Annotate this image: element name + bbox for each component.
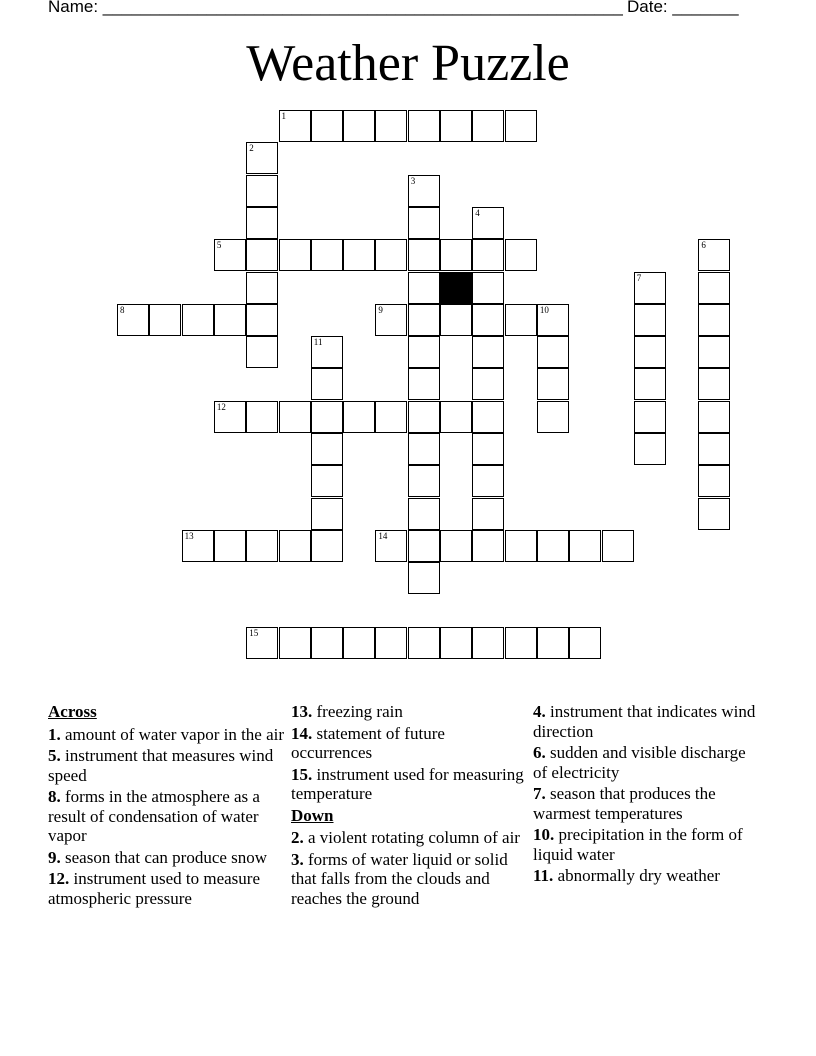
clue-down-2: 2. a violent rotating column of air xyxy=(291,828,520,847)
clue-number: 7 xyxy=(636,272,642,283)
grid-cell[interactable] xyxy=(311,239,343,271)
clue-down-3: 3. forms of water liquid or solid that falls from the clouds and reaches the ground xyxy=(291,849,508,908)
grid-cell[interactable] xyxy=(440,304,472,336)
grid-cell[interactable] xyxy=(279,110,311,142)
clue-number: 12 xyxy=(216,401,226,412)
grid-cell[interactable] xyxy=(408,530,440,562)
clue-across-5: 5. instrument that measures wind speed xyxy=(48,746,274,785)
grid-cell[interactable] xyxy=(408,304,440,336)
clue-number: 8 xyxy=(120,304,125,315)
grid-cell[interactable] xyxy=(408,562,440,594)
grid-cell[interactable] xyxy=(698,498,730,530)
clue-column-3 xyxy=(533,702,763,888)
clue-across-12: 12. instrument used to measure atmospheric pressure xyxy=(48,869,260,908)
grid-cell[interactable] xyxy=(408,272,440,304)
grid-cell[interactable] xyxy=(375,239,407,271)
grid-cell[interactable] xyxy=(343,239,375,271)
grid-cell[interactable] xyxy=(214,530,246,562)
grid-cell[interactable] xyxy=(440,110,472,142)
grid-cell[interactable] xyxy=(311,110,343,142)
grid-cell[interactable] xyxy=(343,627,375,659)
clue-across-14: 14. statement of future occurrences xyxy=(291,723,445,762)
black-cell xyxy=(440,272,472,304)
clue-across-8: 8. forms in the atmosphere as a result of condensation of water vapor xyxy=(48,787,260,845)
grid-cell[interactable] xyxy=(375,110,407,142)
grid-cell[interactable] xyxy=(408,368,440,400)
grid-cell[interactable] xyxy=(311,401,343,433)
grid-cell[interactable] xyxy=(149,304,181,336)
clue-down-10: 10. precipitation in the form of liquid water xyxy=(533,825,743,864)
grid-cell[interactable] xyxy=(343,110,375,142)
grid-cell[interactable] xyxy=(311,627,343,659)
clue-column-1 xyxy=(48,702,288,910)
grid-cell[interactable] xyxy=(505,239,537,271)
grid-cell[interactable] xyxy=(505,110,537,142)
grid-cell[interactable] xyxy=(505,530,537,562)
grid-cell[interactable] xyxy=(311,368,343,400)
grid-cell[interactable] xyxy=(505,304,537,336)
clue-down-6: 6. sudden and visible discharge of electricity xyxy=(533,743,746,782)
grid-cell[interactable] xyxy=(537,530,569,562)
grid-cell[interactable] xyxy=(408,336,440,368)
grid-cell[interactable] xyxy=(472,110,504,142)
clue-across-1: 1. amount of water vapor in the air xyxy=(48,724,285,744)
grid-cell[interactable] xyxy=(472,530,504,562)
page-title: Weather Puzzle xyxy=(246,35,570,92)
clue-down-7: 7. season that produces the warmest temperatures xyxy=(533,784,716,823)
grid-cell[interactable] xyxy=(408,433,440,465)
grid-cell[interactable] xyxy=(505,627,537,659)
grid-cell[interactable] xyxy=(117,304,149,336)
grid-cell[interactable] xyxy=(246,207,278,239)
grid-cell[interactable] xyxy=(472,627,504,659)
clue-number: 15 xyxy=(249,627,259,638)
grid-cell[interactable] xyxy=(698,272,730,304)
clue-number: 11 xyxy=(313,337,323,348)
grid-cell[interactable] xyxy=(472,401,504,433)
grid-cell[interactable] xyxy=(440,401,472,433)
grid-cell[interactable] xyxy=(246,175,278,207)
clue-across-15: 15. instrument used for measuring temperature xyxy=(291,764,524,803)
clue-number: 14 xyxy=(378,530,388,541)
grid-cell[interactable] xyxy=(569,627,601,659)
grid-cell[interactable] xyxy=(246,336,278,368)
grid-cell[interactable] xyxy=(279,239,311,271)
grid-cell[interactable] xyxy=(698,401,730,433)
grid-cell[interactable] xyxy=(472,498,504,530)
grid-cell[interactable] xyxy=(246,304,278,336)
grid-cell[interactable] xyxy=(311,498,343,530)
clue-number: 4 xyxy=(475,207,480,218)
grid-cell[interactable] xyxy=(472,336,504,368)
grid-cell[interactable] xyxy=(182,304,214,336)
grid-cell[interactable] xyxy=(602,530,634,562)
grid-cell[interactable] xyxy=(246,142,278,174)
across-heading: Across xyxy=(48,702,97,721)
down-heading: Down xyxy=(291,805,334,825)
grid-cell[interactable] xyxy=(246,239,278,271)
grid-cell[interactable] xyxy=(472,304,504,336)
grid-cell[interactable] xyxy=(375,627,407,659)
grid-cell[interactable] xyxy=(472,465,504,497)
grid-cell[interactable] xyxy=(279,530,311,562)
grid-cell[interactable] xyxy=(311,433,343,465)
clue-number: 10 xyxy=(539,304,549,315)
grid-cell[interactable] xyxy=(214,401,246,433)
grid-cell[interactable] xyxy=(634,304,666,336)
grid-cell[interactable] xyxy=(537,368,569,400)
clue-number: 6 xyxy=(701,240,706,251)
grid-cell[interactable] xyxy=(472,272,504,304)
clue-number: 3 xyxy=(410,175,416,186)
grid-cell[interactable] xyxy=(472,207,504,239)
grid-cell[interactable] xyxy=(408,207,440,239)
clue-across-9: 9. season that can produce snow xyxy=(48,847,268,867)
grid-cell[interactable] xyxy=(440,530,472,562)
clue-across-13: 13. freezing rain xyxy=(291,702,403,721)
grid-cell[interactable] xyxy=(246,272,278,304)
clue-number: 1 xyxy=(281,111,286,121)
grid-cell[interactable] xyxy=(311,465,343,497)
grid-cell[interactable] xyxy=(311,336,343,368)
grid-cell[interactable] xyxy=(698,336,730,368)
grid-cell[interactable] xyxy=(408,465,440,497)
grid-cell[interactable] xyxy=(246,627,278,659)
grid-cell[interactable] xyxy=(698,465,730,497)
grid-cell[interactable] xyxy=(698,433,730,465)
grid-cell[interactable] xyxy=(375,401,407,433)
grid-cell[interactable] xyxy=(634,433,666,465)
clue-number: 5 xyxy=(216,240,222,251)
grid-cell[interactable] xyxy=(279,401,311,433)
clue-number: 9 xyxy=(378,304,383,315)
grid-cell[interactable] xyxy=(698,368,730,400)
clue-number: 13 xyxy=(184,530,194,541)
grid-cell[interactable] xyxy=(375,304,407,336)
grid-cell[interactable] xyxy=(472,433,504,465)
grid-cell[interactable] xyxy=(440,627,472,659)
grid-cell[interactable] xyxy=(634,336,666,368)
grid-cell[interactable] xyxy=(311,530,343,562)
grid-cell[interactable] xyxy=(634,368,666,400)
grid-cell[interactable] xyxy=(634,272,666,304)
grid-cell[interactable] xyxy=(408,401,440,433)
grid-cell[interactable] xyxy=(634,401,666,433)
grid-cell[interactable] xyxy=(343,401,375,433)
grid-cell[interactable] xyxy=(408,110,440,142)
grid-cell[interactable] xyxy=(408,498,440,530)
grid-cell[interactable] xyxy=(537,304,569,336)
grid-cell[interactable] xyxy=(408,175,440,207)
grid-cell[interactable] xyxy=(214,239,246,271)
grid-cell[interactable] xyxy=(537,401,569,433)
grid-cell[interactable] xyxy=(408,627,440,659)
grid-cell[interactable] xyxy=(182,530,214,562)
grid-cell[interactable] xyxy=(472,368,504,400)
grid-cell[interactable] xyxy=(246,401,278,433)
clue-down-11: 11. abnormally dry weather xyxy=(533,866,720,885)
grid-cell[interactable] xyxy=(214,304,246,336)
grid-cell[interactable] xyxy=(537,627,569,659)
grid-cell[interactable] xyxy=(569,530,601,562)
grid-cell[interactable] xyxy=(698,304,730,336)
date-field-label: Date: _______ xyxy=(627,0,739,16)
grid-cell[interactable] xyxy=(246,530,278,562)
grid-cell[interactable] xyxy=(440,239,472,271)
grid-cell[interactable] xyxy=(537,336,569,368)
grid-cell[interactable] xyxy=(408,239,440,271)
clue-down-4: 4. instrument that indicates wind direction xyxy=(533,702,756,741)
grid-cell[interactable] xyxy=(279,627,311,659)
grid-cell[interactable] xyxy=(472,239,504,271)
clue-number: 2 xyxy=(249,143,254,154)
name-field-label: Name: _______________________________________________________ xyxy=(48,0,623,16)
clue-column-2 xyxy=(291,702,529,910)
grid-cell[interactable] xyxy=(698,239,730,271)
grid-cell[interactable] xyxy=(375,530,407,562)
